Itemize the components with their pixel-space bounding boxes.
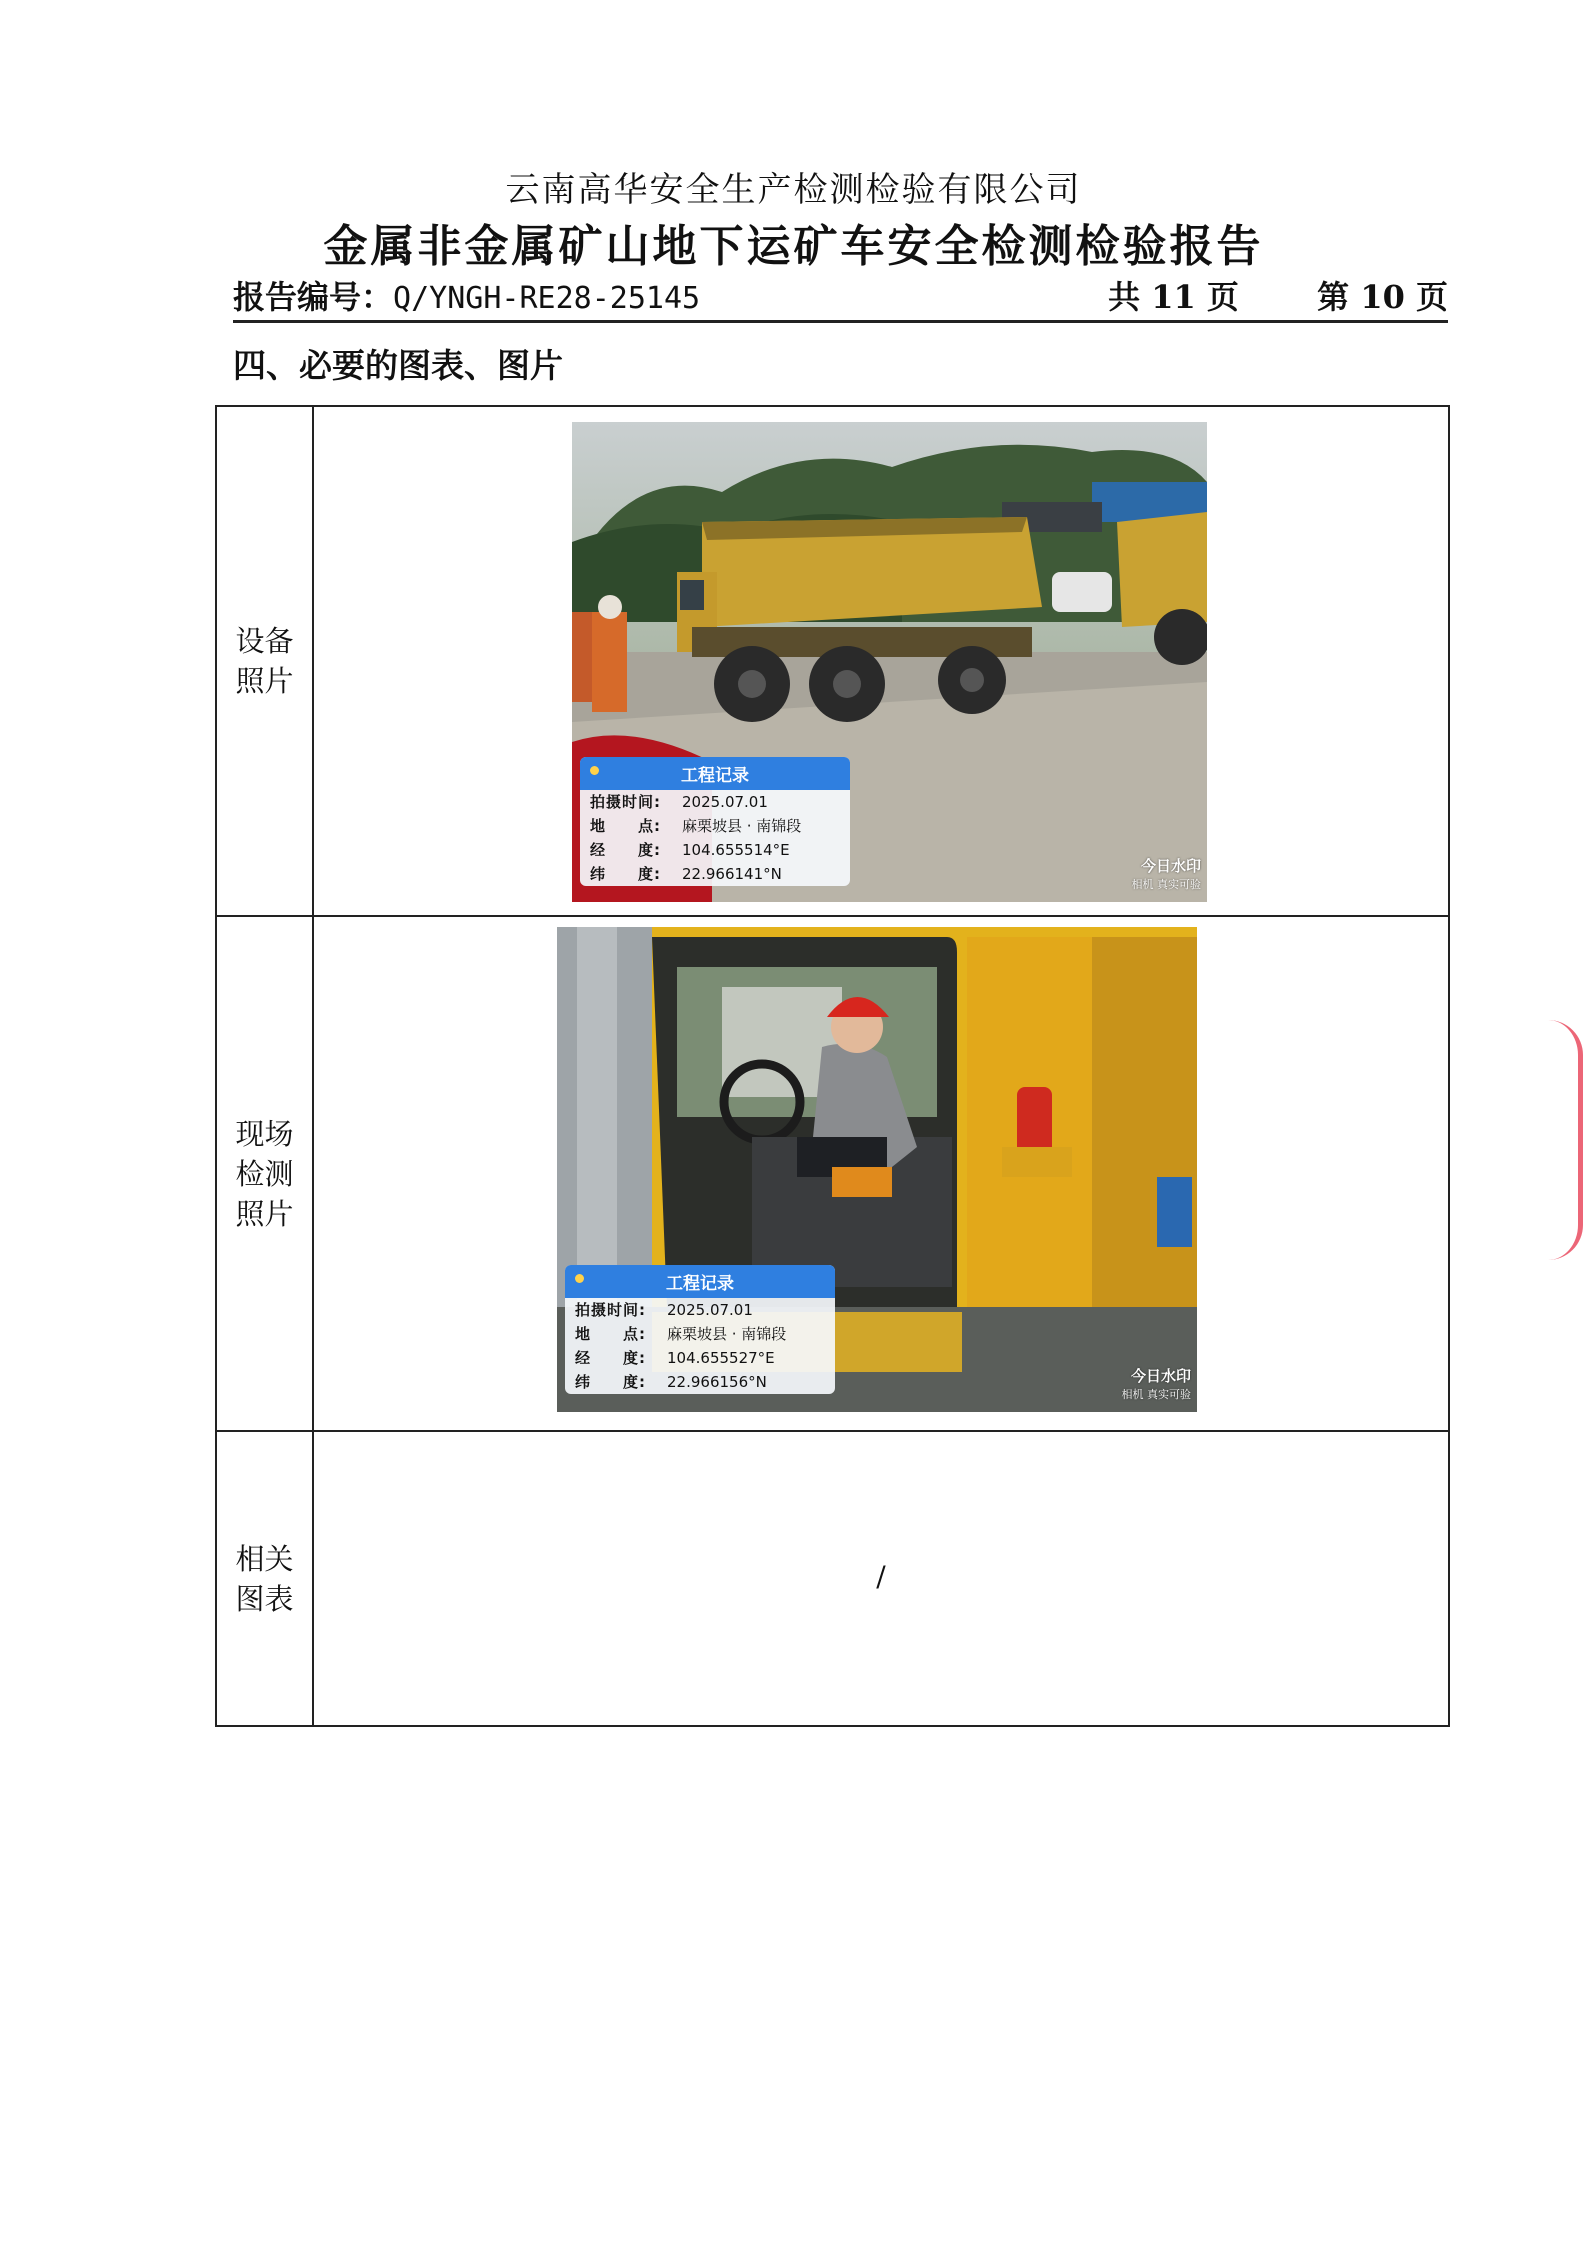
report-number-value: Q/YNGH-RE28-25145 — [393, 281, 701, 316]
figures-table — [215, 405, 1450, 1727]
page-indicator — [1100, 272, 1448, 318]
equipment-photo — [572, 422, 1207, 902]
watermark-key: 拍摄时间: — [590, 793, 661, 811]
row-label-line: 照片 — [235, 1196, 294, 1231]
company-name: 云南高华安全生产检测检验有限公司 — [505, 170, 1082, 210]
row-label-related-charts — [216, 1431, 313, 1726]
watermark-key: 拍摄时间: — [575, 1301, 646, 1319]
watermark-field — [580, 838, 850, 862]
watermark-field — [580, 790, 850, 814]
watermark-field — [565, 1370, 835, 1394]
site-inspection-photo-cell — [313, 916, 1449, 1431]
watermark-title-text: 工程记录 — [681, 766, 749, 786]
report-number-label: 报告编号： — [233, 278, 394, 316]
watermark-value: 22.966141°N — [682, 865, 782, 883]
section-heading: 四、必要的图表、图片 — [233, 346, 563, 385]
watermark-key: 纬 度: — [590, 865, 661, 883]
watermark-key: 地 点: — [590, 817, 661, 835]
row-label-line: 现场 — [235, 1116, 294, 1151]
watermark-key: 经 度: — [590, 841, 661, 859]
table-row — [216, 916, 1449, 1431]
row-label-line: 照片 — [235, 664, 294, 698]
watermark-title — [565, 1265, 835, 1298]
watermark-title — [580, 757, 850, 790]
watermark-value: 麻栗坡县 · 南锦段 — [667, 1325, 787, 1343]
watermark-value: 2025.07.01 — [667, 1301, 753, 1319]
row-label-line: 设备 — [235, 624, 294, 658]
brand-subtitle: 相机 真实可验 — [1121, 1388, 1191, 1401]
brand-name: 今日水印 — [1130, 1367, 1191, 1385]
watermark-field — [580, 862, 850, 886]
watermark-field — [565, 1346, 835, 1370]
brand-name: 今日水印 — [1140, 857, 1201, 875]
watermark-key: 纬 度: — [575, 1373, 646, 1391]
equipment-photo-cell — [313, 406, 1449, 916]
photo-watermark-panel — [580, 757, 850, 886]
empty-placeholder: / — [876, 1560, 886, 1593]
watermark-field — [565, 1298, 835, 1322]
current-page: 第 10 页 — [1317, 278, 1448, 316]
watermark-field — [580, 814, 850, 838]
watermark-brand — [1132, 855, 1202, 892]
report-meta-bar — [233, 272, 1448, 323]
row-label-site-inspection-photo — [216, 916, 313, 1431]
total-pages: 共 11 页 — [1108, 278, 1239, 316]
watermark-field — [565, 1322, 835, 1346]
row-label-equipment-photo — [216, 406, 313, 916]
row-label-line: 相关 — [235, 1541, 294, 1576]
watermark-key: 经 度: — [575, 1349, 646, 1367]
watermark-brand — [1122, 1365, 1192, 1402]
brand-subtitle: 相机 真实可验 — [1131, 878, 1201, 891]
table-row — [216, 1431, 1449, 1726]
row-label-line: 图表 — [235, 1581, 294, 1616]
report-title: 金属非金属矿山地下运矿车安全检测检验报告 — [323, 221, 1264, 272]
watermark-title-text: 工程记录 — [666, 1274, 734, 1294]
site-inspection-photo — [557, 927, 1197, 1412]
table-row — [216, 406, 1449, 916]
related-charts-cell — [313, 1431, 1449, 1726]
watermark-key: 地 点: — [575, 1325, 646, 1343]
watermark-value: 麻栗坡县 · 南锦段 — [682, 817, 802, 835]
watermark-value: 2025.07.01 — [682, 793, 768, 811]
row-label-line: 检测 — [235, 1156, 294, 1191]
report-number — [233, 272, 700, 318]
watermark-value: 104.655527°E — [667, 1349, 775, 1367]
photo-watermark-panel — [565, 1265, 835, 1394]
seal-stamp-edge — [1548, 1020, 1583, 1260]
watermark-value: 22.966156°N — [667, 1373, 767, 1391]
watermark-value: 104.655514°E — [682, 841, 790, 859]
